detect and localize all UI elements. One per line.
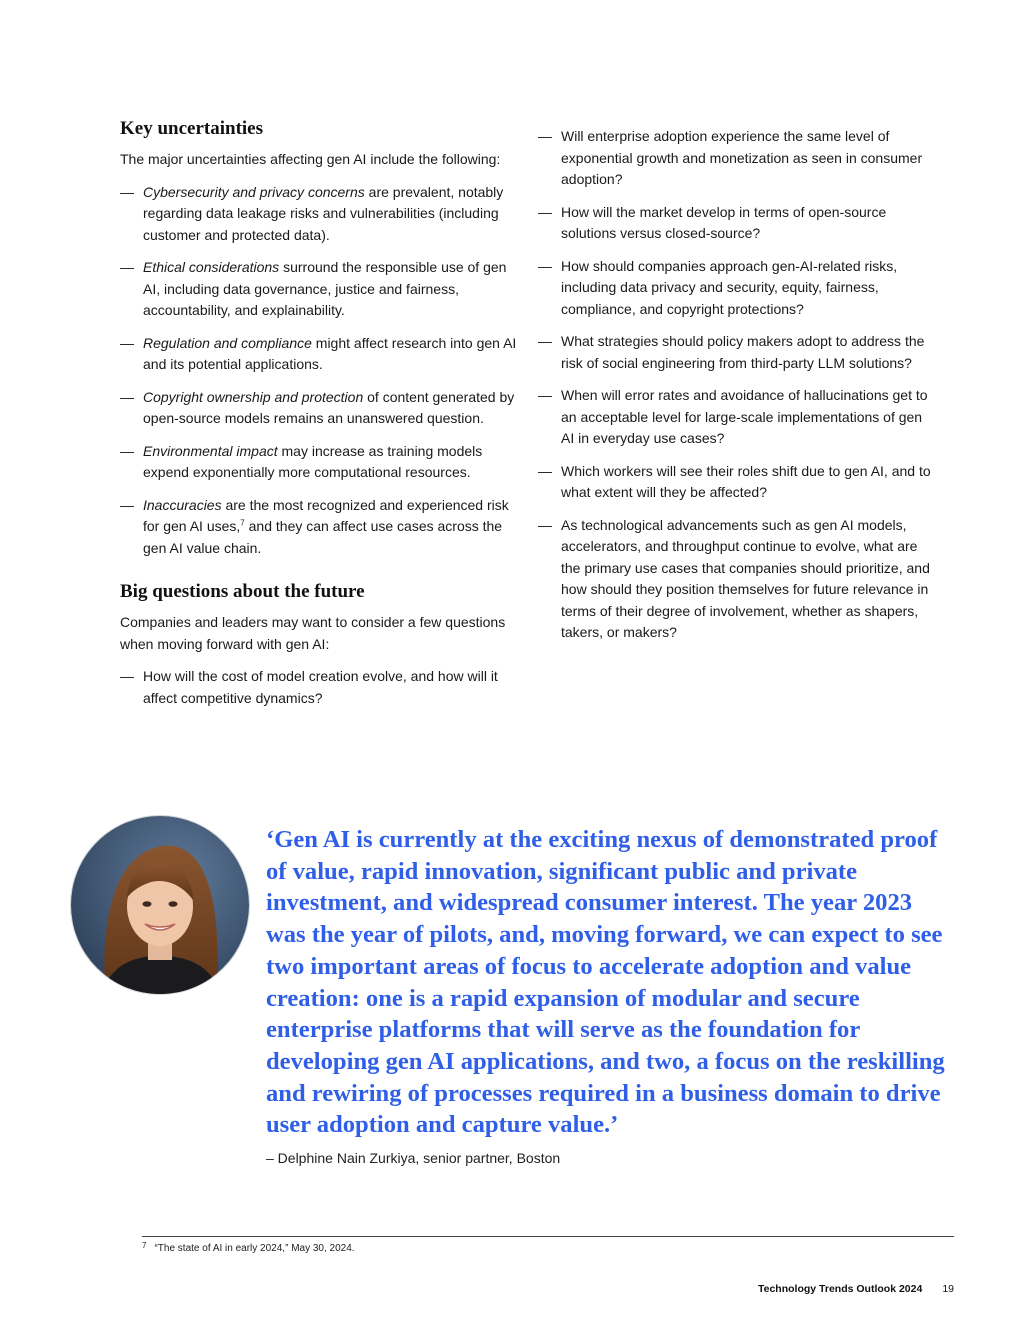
item-text: Which workers will see their roles shift due to gen AI, and to what extent will they be affected?	[561, 462, 931, 500]
item-text: Will enterprise adoption experience the same level of exponential growth and monetization as seen in consumer adoption?	[561, 128, 923, 187]
item-lead: Cybersecurity and privacy concerns	[143, 183, 365, 200]
item-text: may increase as training models expend exponentially more computational resources.	[143, 442, 483, 480]
dash-marker: —	[538, 462, 552, 479]
item-lead: Copyright ownership and protection	[143, 388, 364, 405]
dash-marker: —	[120, 259, 134, 275]
item-text: How should companies approach gen-AI-related risks, including data privacy and security, equity, fairness, compliance, and copyright protections?	[561, 257, 898, 317]
item-text: of content generated by open-source models remains an unanswered question.	[143, 388, 515, 426]
dash-marker: —	[120, 668, 134, 684]
item-lead: Environmental impact	[143, 442, 278, 459]
list-item	[538, 202, 938, 245]
dash-marker: —	[538, 333, 552, 349]
portrait-photo	[70, 815, 250, 995]
list-item	[538, 331, 938, 374]
uncertainties-list	[120, 182, 520, 560]
quote-attribution: – Delphine Nain Zurkiya, senior partner, Boston	[266, 1150, 561, 1166]
list-item	[538, 461, 938, 504]
list-item	[120, 666, 520, 709]
item-lead: Inaccuracies	[143, 496, 222, 513]
item-text: surround the responsible use of gen AI, including data governance, justice and fairness, accountability, and explainability.	[143, 259, 507, 318]
dash-marker: —	[120, 334, 134, 351]
footnote-text: “The state of AI in early 2024,” May 30, 2024.	[154, 1243, 355, 1254]
item-text: and they can affect use cases across the gen AI value chain.	[143, 518, 503, 556]
item-text: might affect research into gen AI and its potential applications.	[143, 334, 517, 372]
dash-marker: —	[120, 388, 134, 405]
page-footer	[758, 1283, 954, 1295]
list-item	[120, 182, 520, 247]
item-text: As technological advancements such as gen AI models, accelerators, and throughput continue to evolve, what are the primary use cases that companies should prioritize, and how should they position themselves for future relevance in terms of their degree of involvement, whether as shapers, takers, or makers?	[561, 516, 930, 640]
key-uncertainties-heading: Key uncertainties	[120, 118, 264, 139]
item-text: What strategies should policy makers adopt to address the risk of social engineering from third-party LLM solutions?	[561, 333, 925, 371]
dash-marker: —	[120, 496, 134, 513]
list-item	[120, 495, 520, 560]
list-item	[538, 126, 938, 191]
footnote	[142, 1243, 355, 1254]
portrait-illustration	[71, 816, 249, 994]
list-item	[538, 256, 938, 321]
dash-marker: —	[120, 183, 134, 200]
list-item	[120, 387, 520, 430]
dash-marker: —	[538, 516, 552, 533]
list-item	[120, 441, 520, 484]
dash-marker: —	[538, 128, 552, 144]
pull-quote: ‘Gen AI is currently at the exciting nexus of demonstrated proof of value, rapid innovation, significant public and private investment, and widespread consumer interest. The year 2023 was the year of pilots, and, moving forward, we can expect to see two important areas of focus to accelerate adoption and value creation: one is a rapid expansion of modular and secure enterprise platforms that will serve as the foundation for developing gen AI applications, and two, a focus on the reskilling and rewiring of processes required in a business domain to drive user adoption and capture value.’	[266, 826, 945, 1139]
dash-marker: —	[538, 203, 552, 220]
big-questions-intro: Companies and leaders may want to consider a few questions when moving forward with gen AI:	[120, 614, 506, 652]
list-item	[538, 385, 938, 450]
page-number: 19	[942, 1283, 954, 1295]
list-item	[538, 515, 938, 644]
item-text: are the most recognized and experienced risk for gen AI uses,	[143, 496, 509, 534]
dash-marker: —	[538, 257, 552, 274]
publication-title: Technology Trends Outlook 2024	[757, 1283, 923, 1295]
list-item	[120, 257, 520, 322]
questions-list-right	[538, 126, 938, 644]
questions-list-left	[120, 666, 520, 709]
item-lead: Regulation and compliance	[143, 334, 312, 351]
item-lead: Ethical considerations	[143, 259, 280, 275]
item-text: How will the market develop in terms of open-source solutions versus closed-source?	[561, 203, 887, 241]
right-column	[538, 126, 938, 655]
list-item	[120, 333, 520, 376]
item-text: are prevalent, notably regarding data leakage risks and vulnerabilities (including customer and protected data).	[143, 183, 504, 243]
footnote-divider	[142, 1236, 954, 1237]
big-questions-heading: Big questions about the future	[120, 581, 365, 602]
item-text: When will error rates and avoidance of hallucinations get to an acceptable level for large-scale implementations of gen AI in everyday use cases?	[561, 387, 928, 446]
dash-marker: —	[538, 387, 552, 403]
left-column	[120, 118, 520, 720]
key-uncertainties-intro: The major uncertainties affecting gen AI include the following:	[120, 151, 501, 167]
footnote-number: 7	[142, 1241, 147, 1250]
item-text: How will the cost of model creation evolve, and how will it affect competitive dynamics?	[143, 668, 498, 706]
dash-marker: —	[120, 442, 134, 459]
footnote-ref[interactable]: 7	[240, 518, 245, 528]
